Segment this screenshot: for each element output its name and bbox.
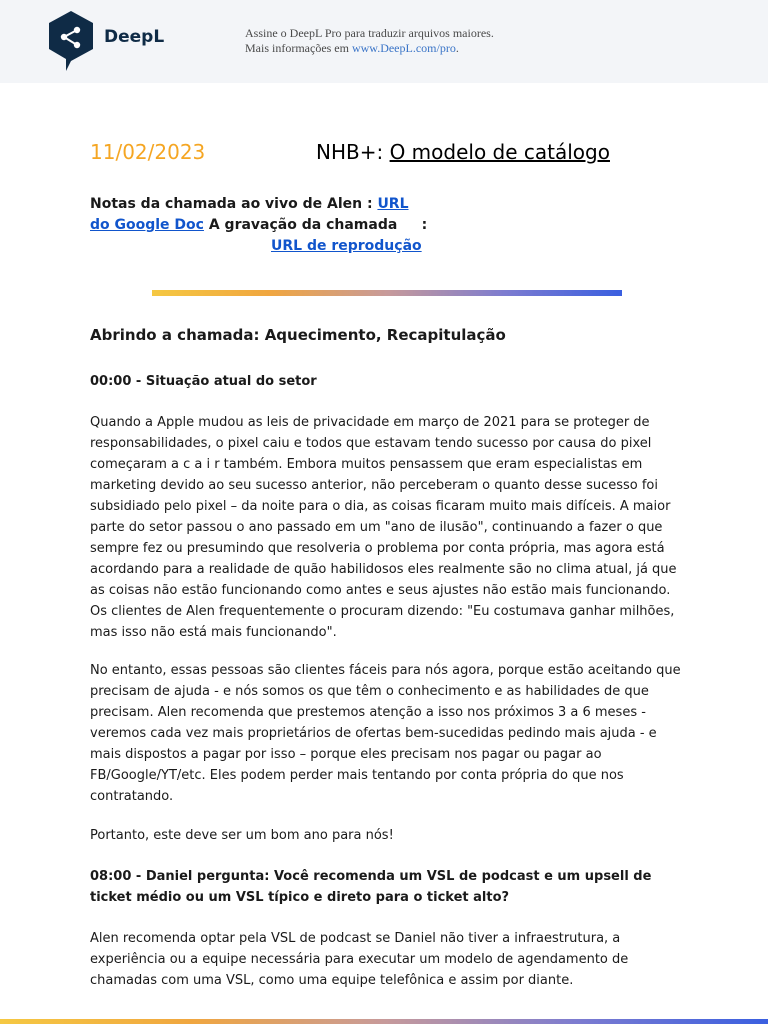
deepl-pro-link[interactable]: www.DeepL.com/pro [351,41,456,55]
document-title [316,140,610,164]
paragraph-4: Alen recomenda optar pela VSL de podcast se Daniel não tiver a infraestrutura, a experiência ou a equipe necessária para executar um modelo de agendamento de chamadas com uma VSL, como uma equipe telefônica e assim por diante. [90,931,629,988]
subheading-0800: 08:00 - Daniel pergunta: Você recomenda um VSL de podcast e um upsell de ticket médio ou um VSL típico e direto para o ticket alto? [90,869,652,905]
recording-label: A gravação da chamada [203,217,403,233]
notes-label: Notas da chamada ao vivo de Alen : [90,196,378,212]
paragraph-2: No entanto, essas pessoas são clientes fáceis para nós agora, porque estão aceitando que precisam de ajuda - e nós somos os que têm o conhecimento e as habilidades de que precisam. Alen recomenda que prestemos atenção a isso nos próximos 3 a 6 meses - veremos cada vez mais proprietários de ofertas bem-sucedidas pedindo mais ajuda - e mais dispostos a pagar por isso – porque eles precisam nos pagar ou pagar ao FB/Google/YT/etc. Eles podem perder mais tentando por conta própria do que nos contratando. [90,663,681,804]
title-main: O modelo de catálogo [389,140,610,164]
gradient-divider [152,290,622,296]
deepl-brand-name: DeepL [104,27,165,47]
call-notes-block [90,194,450,257]
promo-suffix: . [455,41,459,55]
document-date: 11/02/2023 [90,140,206,164]
playback-url-link[interactable]: URL de reprodução [271,238,422,254]
promo-text [245,26,494,56]
title-prefix: NHB+: [316,140,390,164]
promo-line-1: Assine o DeepL Pro para traduzir arquivos maiores. [245,26,494,40]
deepl-logo-icon [46,9,96,73]
google-doc-link-part2[interactable]: do Google Doc [90,217,204,233]
subheading-0000: 00:00 - Situação atual do setor [90,374,317,389]
deepl-banner [0,0,768,83]
paragraph-1: Quando a Apple mudou as leis de privacidade em março de 2021 para se proteger de responsabilidades, o pixel caiu e todos que estavam tendo sucesso por causa do pixel começaram a c a i r também. Embora muitos pensassem que eram especialistas em marketing devido ao seu sucesso anterior, não perceberam o quanto desse sucesso foi subsidiado pelo pixel – da noite para o dia, as coisas ficaram muito mais difíceis. A maior parte do setor passou o ano passado em um "ano de ilusão", continuando a fazer o que sempre fez ou presumindo que resolveria o problema por conta própria, mas agora está acordando para a realidade de quão habilidosos eles realmente são no clima atual, já que as coisas não estão funcionando como antes e seus ajustes não estão mais funcionando. Os clientes de Alen frequentemente o procuram dizendo: "Eu costumava ganhar milhões, mas isso não está mais funcionando". [90,415,677,640]
promo-line-2 [245,41,494,56]
footer-gradient-bar [0,1019,768,1024]
promo-line-2-prefix: Mais informações em [245,41,352,55]
paragraph-3: Portanto, este deve ser um bom ano para nós! [90,828,394,843]
recording-colon: : [421,217,428,233]
section-heading: Abrindo a chamada: Aquecimento, Recapitulação [90,326,506,344]
google-doc-link-part1[interactable]: URL [377,196,409,212]
